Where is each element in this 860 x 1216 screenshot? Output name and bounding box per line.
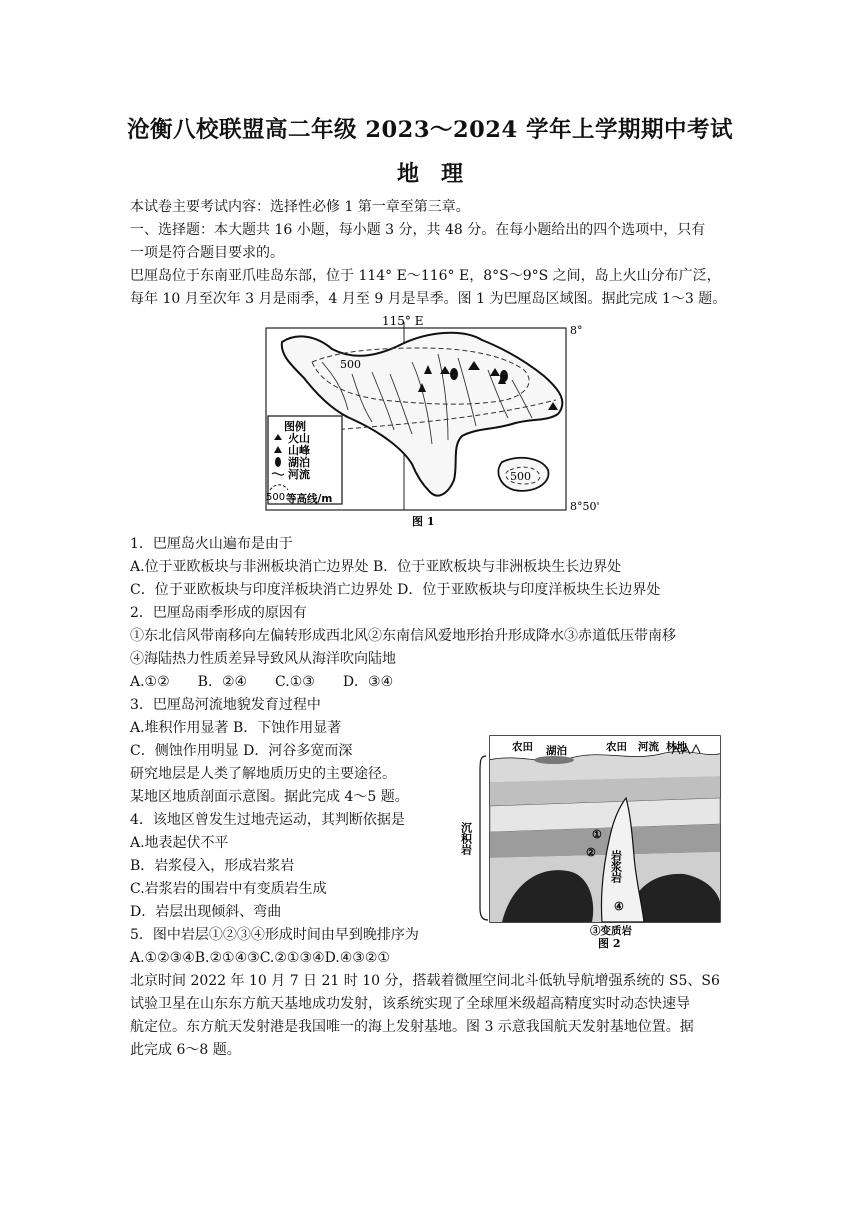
label-sedimentary-group <box>460 821 473 856</box>
q2-stem: 2．巴厘岛雨季形成的原因有 <box>130 605 307 621</box>
section-instructions-2: 一项是符合题目要求的。 <box>130 245 284 261</box>
section-instructions-1: 一、选择题：本大题共 16 小题，每小题 3 分，共 48 分。在每小题给出的四个选项中，只有 <box>130 222 706 238</box>
lon-label: 115° E <box>382 314 424 328</box>
q3-options-cd: C．侧蚀作用明显 D．河谷多宽而深 <box>130 743 353 759</box>
contour-label-b: 500 <box>510 470 531 483</box>
figure1-caption: 图 1 <box>412 515 435 528</box>
q4-option-b: B．岩浆侵入，形成岩浆岩 <box>130 858 295 874</box>
lat-bottom-label: 8°50' <box>570 500 600 513</box>
q5-options: A.①②③④B.②①④③C.②①③④D.④③②① <box>130 950 390 966</box>
passage3-line4: 此完成 6～8 题。 <box>130 1042 241 1058</box>
subject-title: 地 理 <box>396 161 463 187</box>
passage1-line2: 每年 10 月至次年 3 月是雨季，4 月至 9 月是旱季。图 1 为巴厘岛区域图。据此完成 1～3 题。 <box>130 291 727 307</box>
label-magma: 岩浆岩 <box>609 850 623 883</box>
q4-option-d: D．岩层出现倾斜、弯曲 <box>130 904 282 920</box>
geologic-section-figure <box>459 732 732 950</box>
legend-title: 图例 <box>284 420 306 433</box>
label-river: 河流 <box>638 741 659 753</box>
passage1-line1: 巴厘岛位于东南亚爪哇岛东部，位于 114° E～116° E，8°S～9°S 之间，岛上火山分布广泛， <box>130 268 721 284</box>
lake-feature <box>534 756 574 764</box>
label-forest: 林地 <box>666 741 687 753</box>
q1-stem: 1．巴厘岛火山遍布是由于 <box>130 536 293 552</box>
lake-icon <box>500 370 508 382</box>
bali-map-figure <box>262 314 602 528</box>
scope-text: 本试卷主要考试内容：选择性必修 1 第一章至第三章。 <box>130 199 470 215</box>
exam-title: 沧衡八校联盟高二年级 2023～2024 学年上学期期中考试 <box>127 117 733 143</box>
label-sedimentary: 沉积岩 <box>459 822 473 855</box>
label-lake: 湖泊 <box>546 745 567 757</box>
legend-peak: 山峰 <box>288 444 310 457</box>
q4-option-a: A.地表起伏不平 <box>130 835 229 851</box>
label-metamorphic: ③变质岩 <box>590 925 632 937</box>
q3-stem: 3．巴厘岛河流地貌发育过程中 <box>130 697 321 713</box>
legend-lake-icon <box>275 457 281 467</box>
q3-options-ab: A.堆积作用显著 B．下蚀作用显著 <box>130 720 342 736</box>
q4-option-c: C.岩浆岩的围岩中有变质岩生成 <box>130 881 327 897</box>
label-farmland-1: 农田 <box>512 741 533 753</box>
legend-lake: 湖泊 <box>288 456 310 469</box>
lake-icon <box>450 368 458 380</box>
label-num4: ④ <box>614 900 624 913</box>
label-farmland-2: 农田 <box>606 741 627 753</box>
q2-items-2: ④海陆热力性质差异导致风从海洋吹向陆地 <box>130 651 396 667</box>
q2-options: A.①② B．②④ C.①③ D．③④ <box>130 674 394 690</box>
label-num1: ① <box>592 828 602 841</box>
legend-contour-value: 500 <box>266 492 286 503</box>
lat-top-label: 8° <box>570 324 583 337</box>
passage3-line3: 航定位。东方航天发射港是我国唯一的海上发射基地。图 3 示意我国航天发射基地位置。据 <box>130 1019 694 1035</box>
q5-stem: 5．图中岩层①②③④形成时间由早到晚排序为 <box>130 927 419 943</box>
legend-river: 河流 <box>288 468 310 481</box>
legend-volcano: 火山 <box>288 432 310 445</box>
q2-items-1: ①东北信风带南移向左偏转形成西北风②东南信风爱地形抬升形成降水③赤道低压带南移 <box>130 628 676 644</box>
q1-options-ab: A.位于亚欧板块与非洲板块消亡边界处 B．位于亚欧板块与非洲板块生长边界处 <box>130 559 622 575</box>
legend-contour: 等高线/m <box>286 493 333 505</box>
q1-options-cd: C．位于亚欧板块与印度洋板块消亡边界处 D．位于亚欧板块与印度洋板块生长边界处 <box>130 582 661 598</box>
contour-label-a: 500 <box>340 358 361 371</box>
sedimentary-bracket <box>480 756 488 920</box>
q4-stem: 4．该地区曾发生过地壳运动，其判断依据是 <box>130 812 405 828</box>
passage3-line1: 北京时间 2022 年 10 月 7 日 21 时 10 分，搭载着微厘空间北斗低轨导航增强系统的 S5、S6 <box>130 973 720 989</box>
passage2-line2: 某地区地质剖面示意图。据此完成 4～5 题。 <box>130 789 409 805</box>
figure2-caption: 图 2 <box>598 937 621 950</box>
passage3-line2: 试验卫星在山东东方航天基地成功发射，该系统实现了全球厘米级超高精度实时动态快速导 <box>130 996 690 1012</box>
passage2-line1: 研究地层是人类了解地质历史的主要途径。 <box>130 766 396 782</box>
label-num2: ② <box>586 846 596 859</box>
